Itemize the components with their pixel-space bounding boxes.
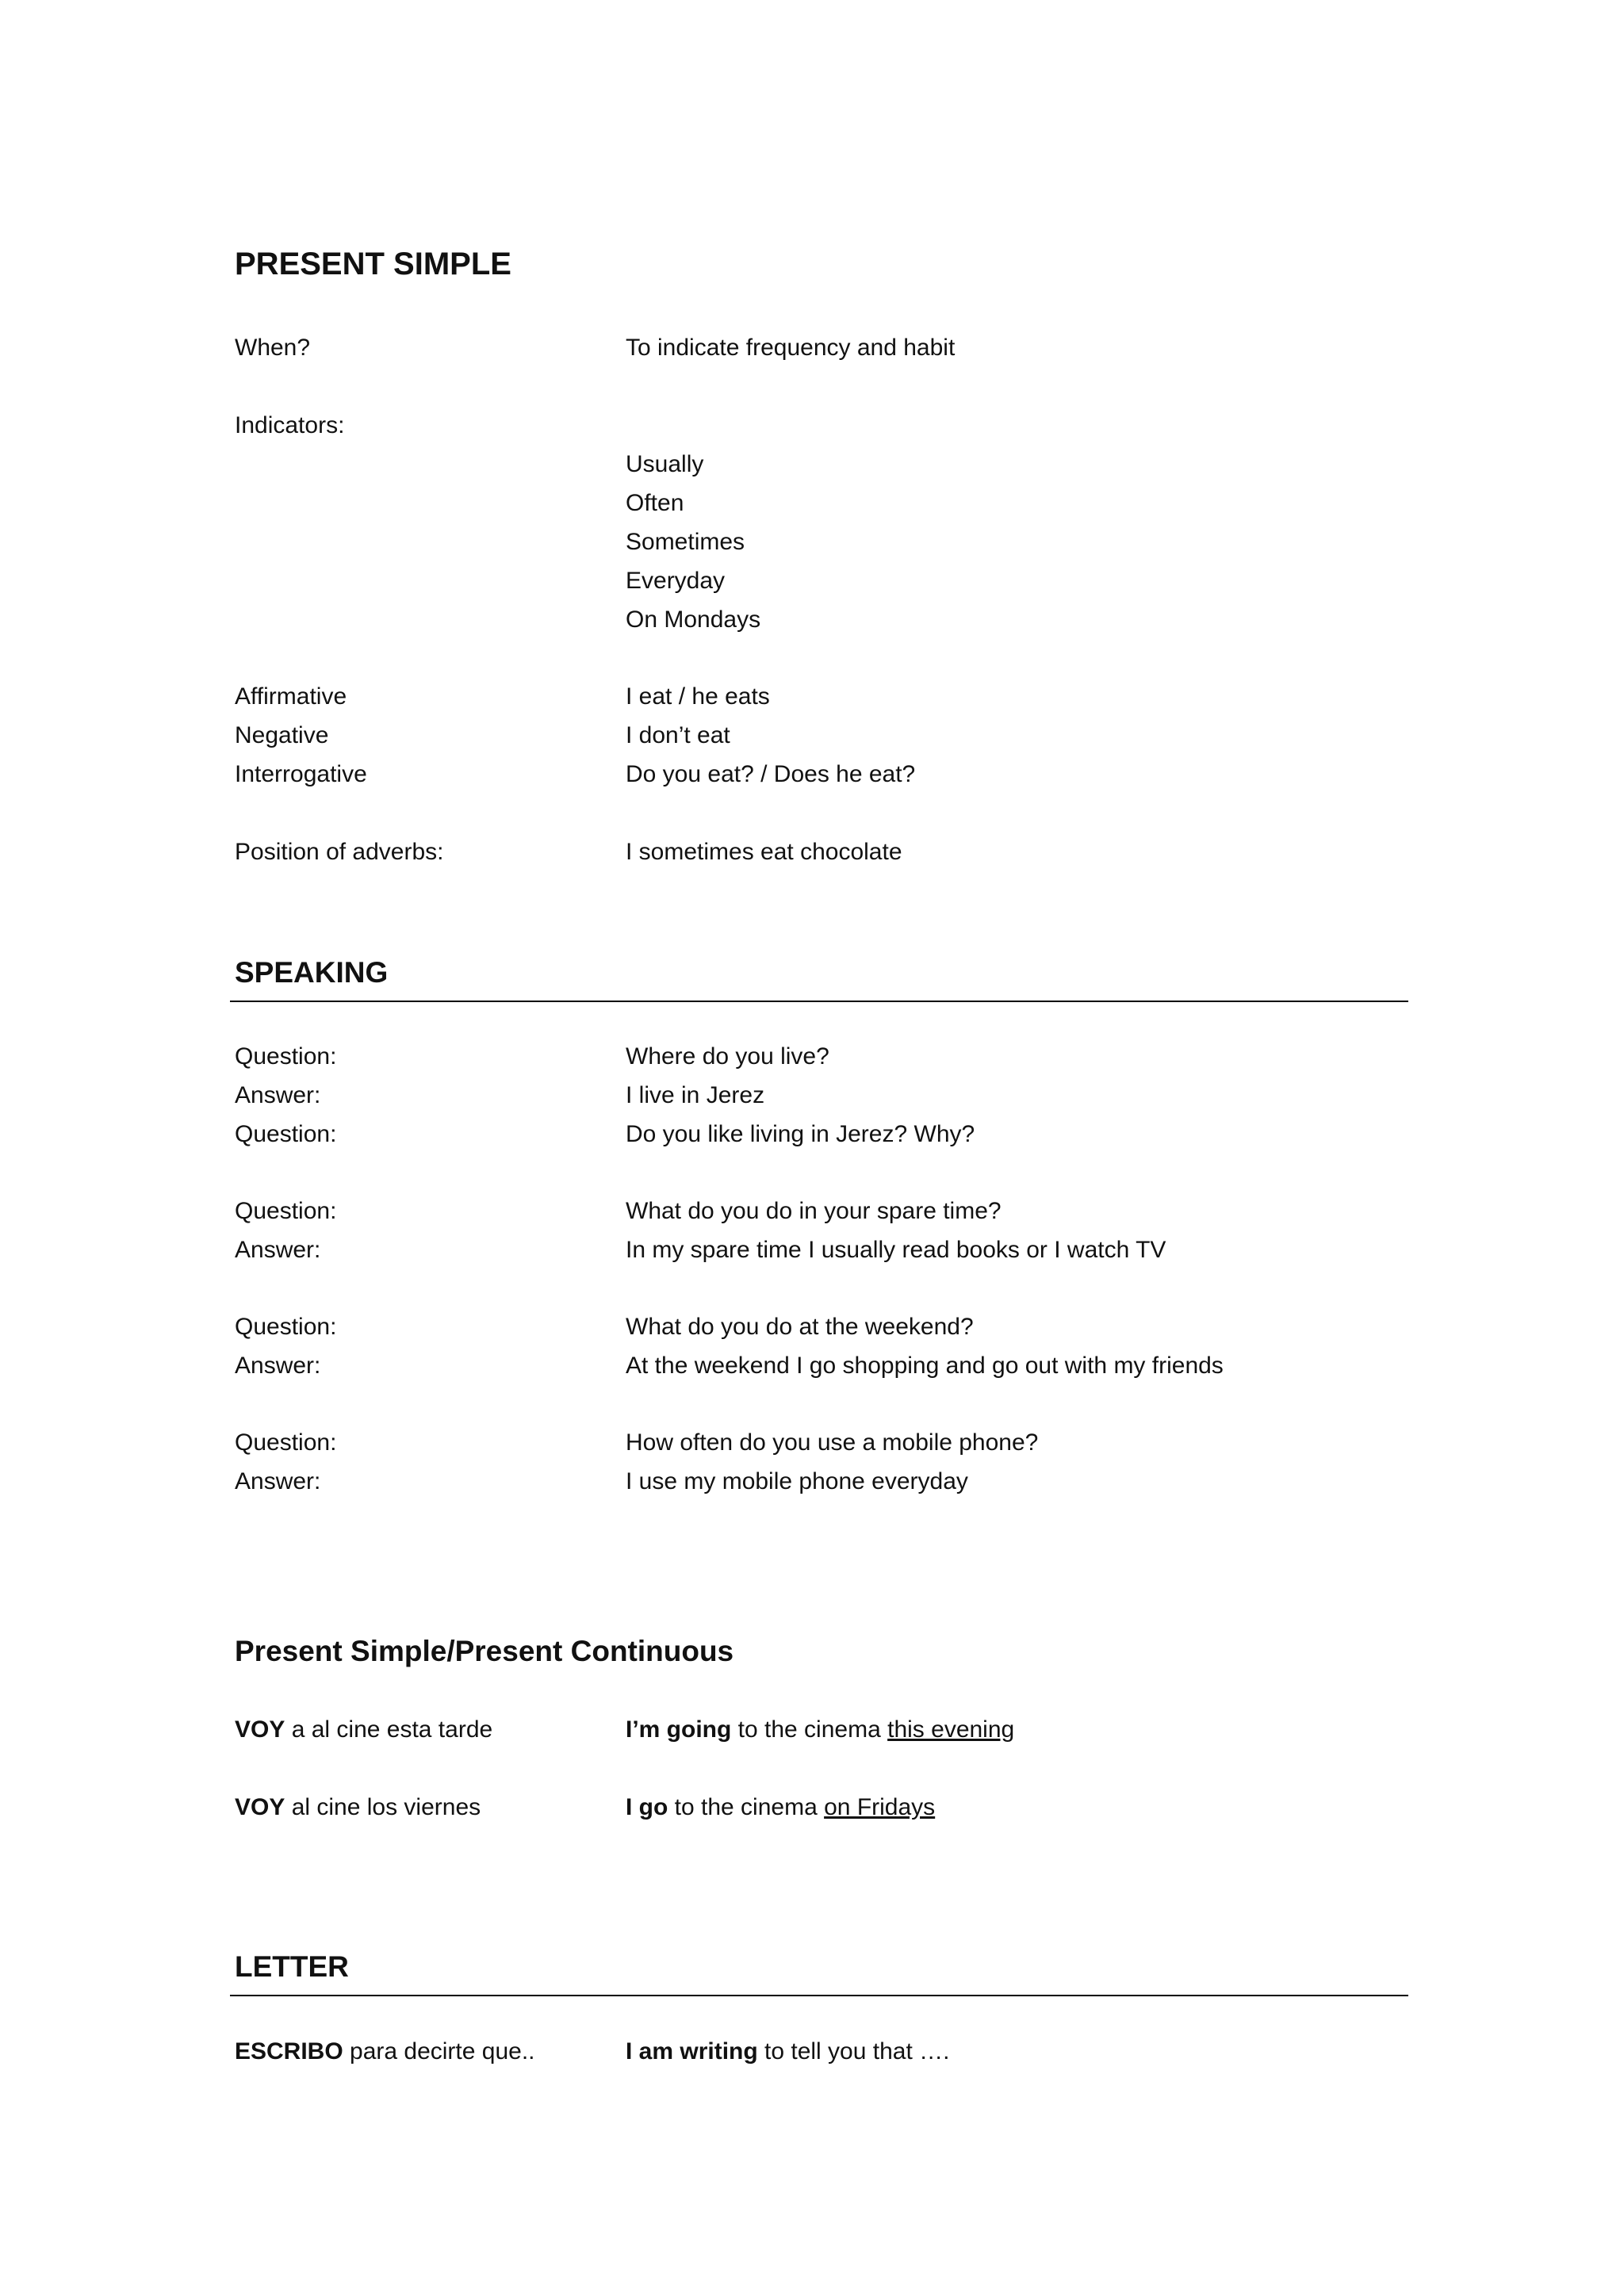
spanish-rest: para decirte que..	[343, 2038, 535, 2064]
indicator-item: Often	[626, 490, 684, 516]
speaking-label: Answer:	[235, 1237, 321, 1263]
english-mid: to the cinema	[731, 1716, 888, 1743]
speaking-text: Do you like living in Jerez? Why?	[626, 1121, 975, 1147]
speaking-text: What do you do at the weekend?	[626, 1314, 974, 1340]
indicator-item: Sometimes	[626, 529, 745, 555]
speaking-text: In my spare time I usually read books or I watch TV	[626, 1237, 1166, 1263]
indicators-label: Indicators:	[235, 412, 345, 438]
section-divider	[230, 1001, 1408, 1002]
section-title-ps-pc: Present Simple/Present Continuous	[235, 1635, 734, 1667]
english-example	[626, 1718, 1014, 1742]
when-label: When?	[235, 335, 311, 361]
time-expression: this evening	[887, 1716, 1015, 1743]
indicator-item: Everyday	[626, 568, 726, 594]
indicator-item: Usually	[626, 451, 704, 477]
when-value: To indicate frequency and habit	[626, 335, 956, 361]
speaking-label: Answer:	[235, 1353, 321, 1379]
spanish-example	[235, 1796, 481, 1820]
english-mid: to the cinema	[668, 1794, 825, 1820]
affirmative-value: I eat / he eats	[626, 683, 770, 710]
speaking-label: Answer:	[235, 1082, 321, 1108]
speaking-text: At the weekend I go shopping and go out with my friends	[626, 1353, 1224, 1379]
section-divider	[230, 1995, 1408, 1996]
speaking-text: I live in Jerez	[626, 1082, 765, 1108]
interrogative-label: Interrogative	[235, 761, 367, 787]
section-title-letter: LETTER	[235, 1950, 349, 1983]
english-rest: to tell you that ….	[757, 2038, 950, 2064]
speaking-label: Question:	[235, 1429, 337, 1456]
section-title-speaking: SPEAKING	[235, 956, 389, 989]
english-verb: I’m going	[626, 1716, 732, 1743]
spanish-example	[235, 2040, 535, 2064]
speaking-text: I use my mobile phone everyday	[626, 1468, 968, 1494]
spanish-verb: VOY	[235, 1716, 285, 1743]
english-verb: I go	[626, 1794, 668, 1820]
speaking-text: Where do you live?	[626, 1043, 829, 1070]
interrogative-value: Do you eat? / Does he eat?	[626, 761, 916, 787]
spanish-verb: VOY	[235, 1794, 285, 1820]
english-example	[626, 1796, 935, 1820]
speaking-label: Question:	[235, 1043, 337, 1070]
speaking-label: Question:	[235, 1121, 337, 1147]
time-expression: on Fridays	[824, 1794, 936, 1820]
english-example	[626, 2040, 949, 2064]
affirmative-label: Affirmative	[235, 683, 347, 710]
english-verb: I am writing	[626, 2038, 758, 2064]
negative-label: Negative	[235, 722, 329, 748]
speaking-label: Answer:	[235, 1468, 321, 1494]
spanish-rest: al cine los viernes	[285, 1794, 481, 1820]
spanish-example	[235, 1718, 492, 1742]
adverbs-value: I sometimes eat chocolate	[626, 839, 902, 865]
speaking-label: Question:	[235, 1198, 337, 1224]
spanish-rest: a al cine esta tarde	[285, 1716, 493, 1743]
speaking-text: How often do you use a mobile phone?	[626, 1429, 1039, 1456]
spanish-verb: ESCRIBO	[235, 2038, 343, 2064]
section-title-present-simple: PRESENT SIMPLE	[235, 247, 511, 281]
speaking-label: Question:	[235, 1314, 337, 1340]
adverbs-label: Position of adverbs:	[235, 839, 444, 865]
speaking-text: What do you do in your spare time?	[626, 1198, 1002, 1224]
negative-value: I don’t eat	[626, 722, 730, 748]
indicator-item: On Mondays	[626, 607, 761, 633]
